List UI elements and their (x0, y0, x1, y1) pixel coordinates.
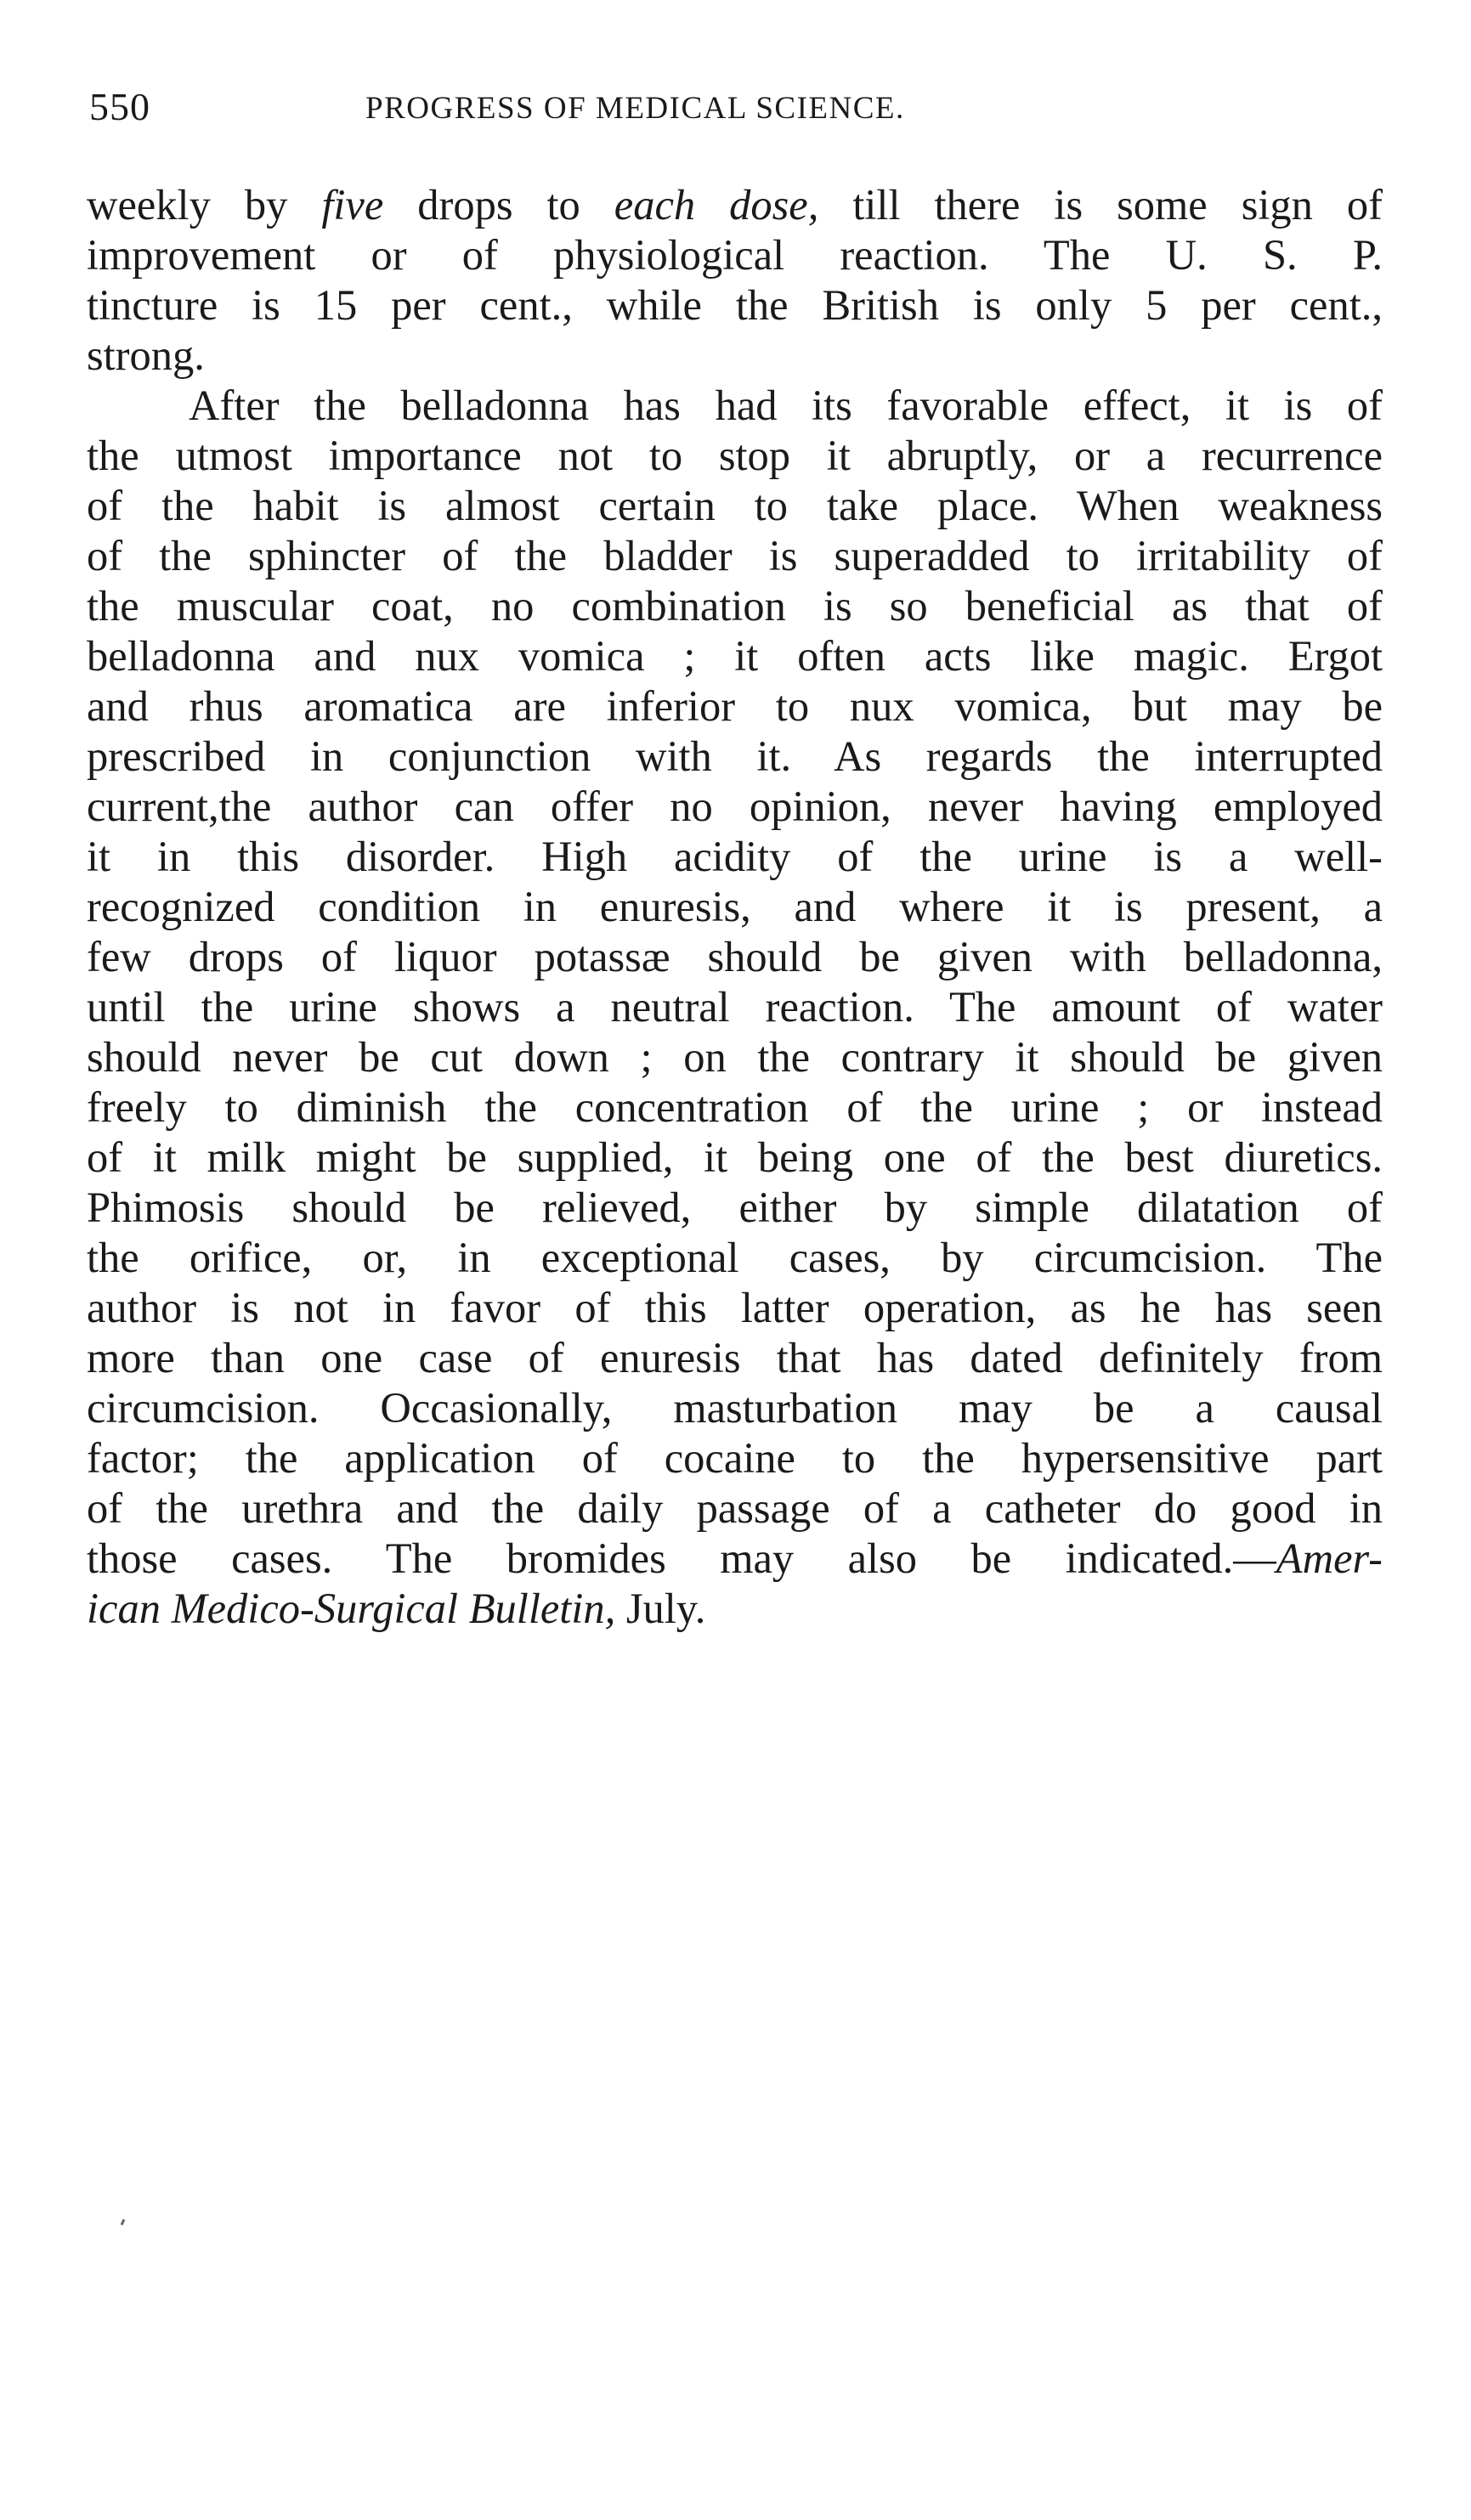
italic-text: ican Medico-Surgical Bulletin, (87, 1585, 616, 1632)
text-segment: recognized condition in enuresis, and where it is present, a (87, 883, 1383, 930)
text-line (87, 381, 1383, 431)
text-segment: more than one case of enuresis that has dated definitely from (87, 1334, 1383, 1381)
text-segment: of the sphincter of the bladder is superadded to irritability of (87, 532, 1383, 579)
text-segment: of the urethra and the daily passage of a catheter do good in (87, 1484, 1383, 1532)
text-segment: until the urine shows a neutral reaction. The amount of water (87, 983, 1383, 1031)
text-segment: improvement or of physiological reaction. The U. S. P. (87, 231, 1383, 279)
text-line (87, 230, 1383, 280)
text-line (87, 431, 1383, 481)
text-line (87, 1032, 1383, 1082)
text-segment: Phimosis should be relieved, either by simple dilatation of (87, 1184, 1383, 1231)
body-text (87, 180, 1383, 1634)
text-segment: the orifice, or, in exceptional cases, by circumcision. The (87, 1234, 1383, 1281)
text-segment: circumcision. Occasionally, masturbation may be a causal (87, 1384, 1383, 1432)
running-title: PROGRESS OF MEDICAL SCIENCE. (365, 91, 905, 126)
text-line (87, 732, 1383, 782)
text-line (87, 832, 1383, 882)
text-segment: factor; the application of cocaine to the hypersensitive part (87, 1434, 1383, 1482)
text-segment: the utmost importance not to stop it abruptly, or a recurrence (87, 432, 1383, 479)
text-line (87, 631, 1383, 681)
italic-text: each dose, (614, 181, 819, 229)
text-line (87, 1534, 1383, 1584)
text-segment: After the belladonna has had its favorable effect, it is of (189, 381, 1383, 429)
text-segment: should never be cut down ; on the contrary it should be given (87, 1033, 1383, 1081)
text-line (87, 932, 1383, 982)
text-line (87, 1383, 1383, 1433)
text-segment: weekly by (87, 181, 322, 229)
text-segment: July. (615, 1585, 706, 1632)
text-line (87, 481, 1383, 531)
text-line (87, 1183, 1383, 1233)
text-segment: of it milk might be supplied, it being one of the best diuretics. (87, 1133, 1383, 1181)
page-header (89, 82, 1075, 133)
text-line (87, 982, 1383, 1032)
text-segment: those cases. The bromides may also be indicated.— (87, 1534, 1276, 1582)
text-segment: of the habit is almost certain to take place. When weakness (87, 482, 1383, 529)
text-line (87, 1233, 1383, 1283)
text-line (87, 531, 1383, 581)
text-line (87, 1333, 1383, 1383)
text-segment: and rhus aromatica are inferior to nux vomica, but may be (87, 682, 1383, 730)
text-segment: till there is some sign of (818, 181, 1383, 229)
text-segment: strong. (87, 331, 205, 379)
italic-text: five (321, 181, 384, 229)
text-line (87, 1133, 1383, 1183)
stray-ink-mark (121, 2219, 126, 2226)
italic-text: Amer- (1276, 1534, 1383, 1582)
text-segment: tincture is 15 per cent., while the British is only 5 per cent., (87, 281, 1383, 329)
text-segment: drops to (383, 181, 614, 229)
text-line (87, 1433, 1383, 1483)
text-line (87, 331, 1383, 381)
text-line (87, 1584, 1383, 1634)
text-line (87, 180, 1383, 230)
text-line (87, 681, 1383, 732)
text-segment: it in this disorder. High acidity of the urine is a well- (87, 833, 1383, 880)
text-line (87, 1082, 1383, 1133)
text-segment: few drops of liquor potassæ should be given with belladonna, (87, 933, 1383, 980)
text-segment: author is not in favor of this latter operation, as he has seen (87, 1284, 1383, 1331)
text-segment: the muscular coat, no combination is so beneficial as that of (87, 582, 1383, 630)
text-line (87, 581, 1383, 631)
page-number: 550 (89, 85, 150, 128)
text-segment: belladonna and nux vomica ; it often acts like magic. Ergot (87, 632, 1383, 680)
text-segment: current,the author can offer no opinion, never having employed (87, 783, 1383, 830)
text-line (87, 1283, 1383, 1333)
text-line (87, 782, 1383, 832)
text-segment: prescribed in conjunction with it. As regards the interrupted (87, 732, 1383, 780)
text-line (87, 280, 1383, 331)
text-line (87, 1483, 1383, 1534)
text-segment: freely to diminish the concentration of the urine ; or instead (87, 1083, 1383, 1131)
text-line (87, 882, 1383, 932)
